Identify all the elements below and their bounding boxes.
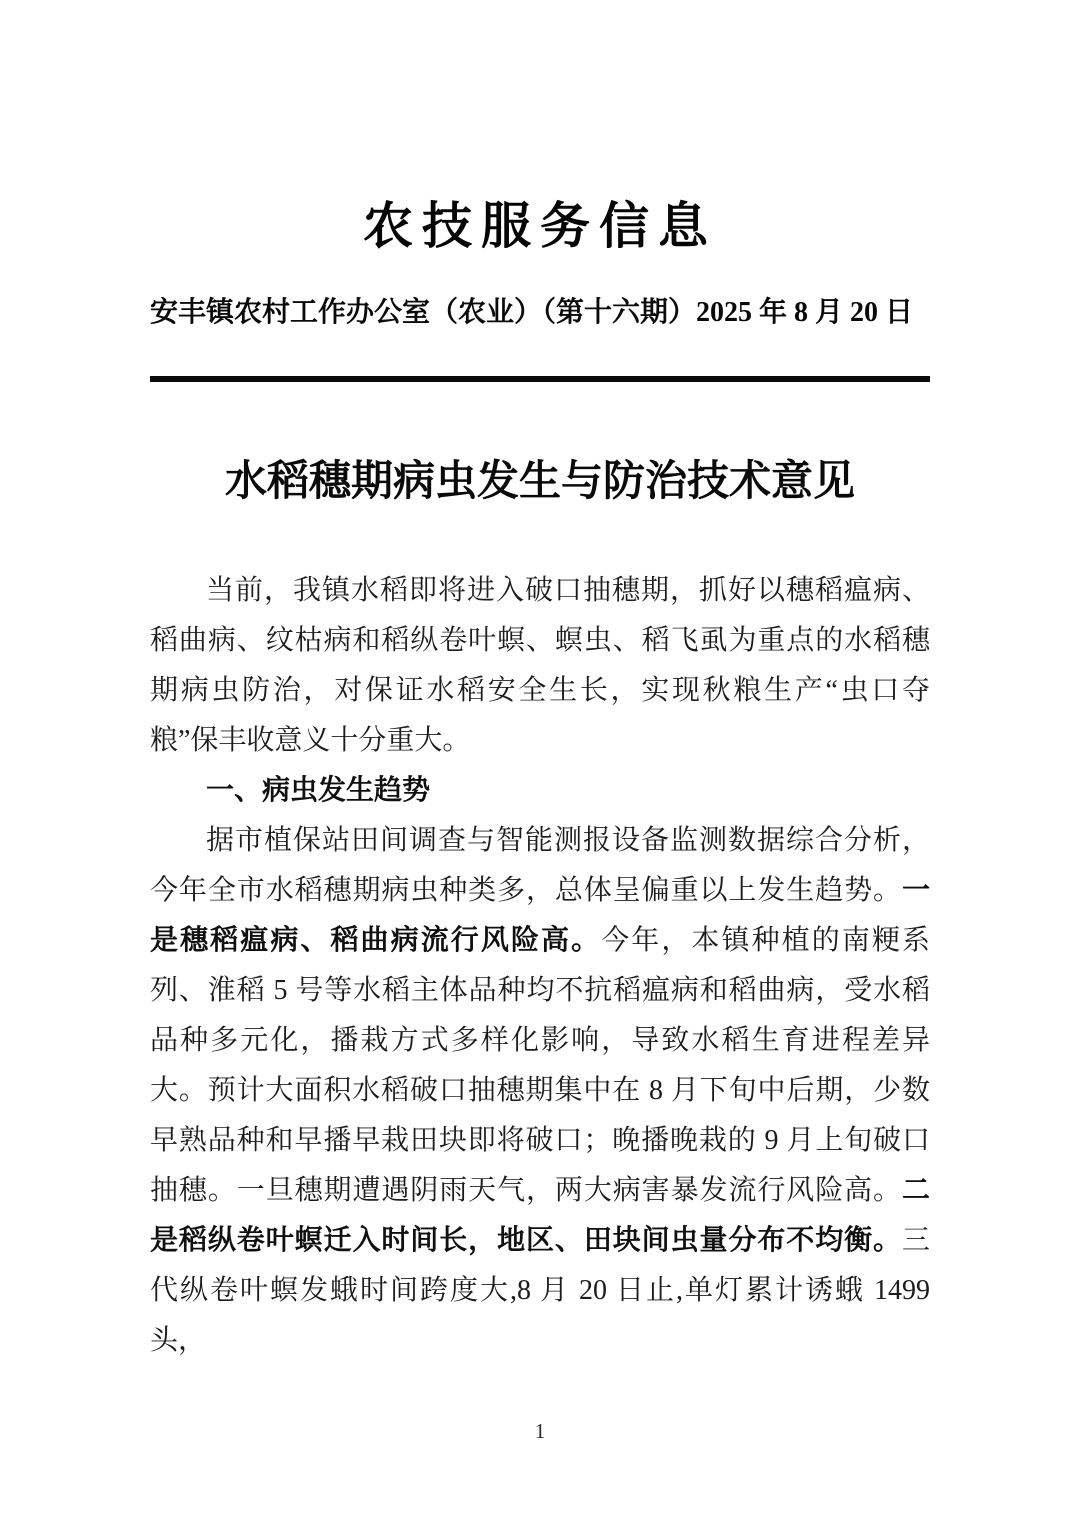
text-segment: 三代纵卷叶螟发蛾时间跨度大,8 月 20 日止,单灯累计诱蛾 1499 头， — [150, 1225, 930, 1356]
header-divider — [150, 376, 930, 382]
article-body — [150, 566, 930, 1366]
issue-date: 2025 年 8 月 20 日 — [696, 297, 914, 328]
text-segment: 今年，本镇种植的南粳系列、淮稻 5 号等水稻主体品种均不抗稻瘟病和稻曲病，受水稻品种多元化，播栽方式多样化影响，导致水稻生育进程差异大。预计大面积水稻破口抽穗期集中在 8 月下旬中后期，少数早熟品种和早播早栽田块即将破口；晚播晚栽的 9 月上旬破口抽穗。一旦穗期遭遇阴雨天气，两大病害暴发流行风险高。 — [150, 925, 930, 1206]
text-segment: 据市植保站田间调查与智能测报设备监测数据综合分析，今年全市水稻穗期病虫种类多，总体呈偏重以上发生趋势。 — [150, 825, 930, 906]
section-heading — [150, 766, 930, 816]
bulletin-title: 农技服务信息 — [363, 198, 717, 254]
text-segment: 二是稻纵卷叶螟迁入时间长，地区、田块间虫量分布不均衡。 — [150, 1175, 930, 1256]
issue-line — [150, 290, 930, 330]
text-segment: 一、病虫发生趋势 — [206, 775, 431, 806]
text-segment: 一是穗稻瘟病、稻曲病流行风险高。 — [150, 875, 930, 956]
article-title: 水稻穗期病虫发生与防治技术意见 — [224, 459, 855, 505]
paragraph — [150, 816, 930, 1366]
paragraph — [150, 566, 930, 766]
issuer-text: 安丰镇农村工作办公室（农业）（第十六期） — [150, 297, 697, 328]
text-segment: 当前，我镇水稻即将进入破口抽穗期，抓好以穗稻瘟病、稻曲病、纹枯病和稻纵卷叶螟、螟虫、稻飞虱为重点的水稻穗期病虫防治，对保证水稻安全生长，实现秋粮生产“虫口夺粮”保丰收意义十分重大。 — [150, 575, 930, 756]
page-number: 1 — [534, 1419, 546, 1443]
